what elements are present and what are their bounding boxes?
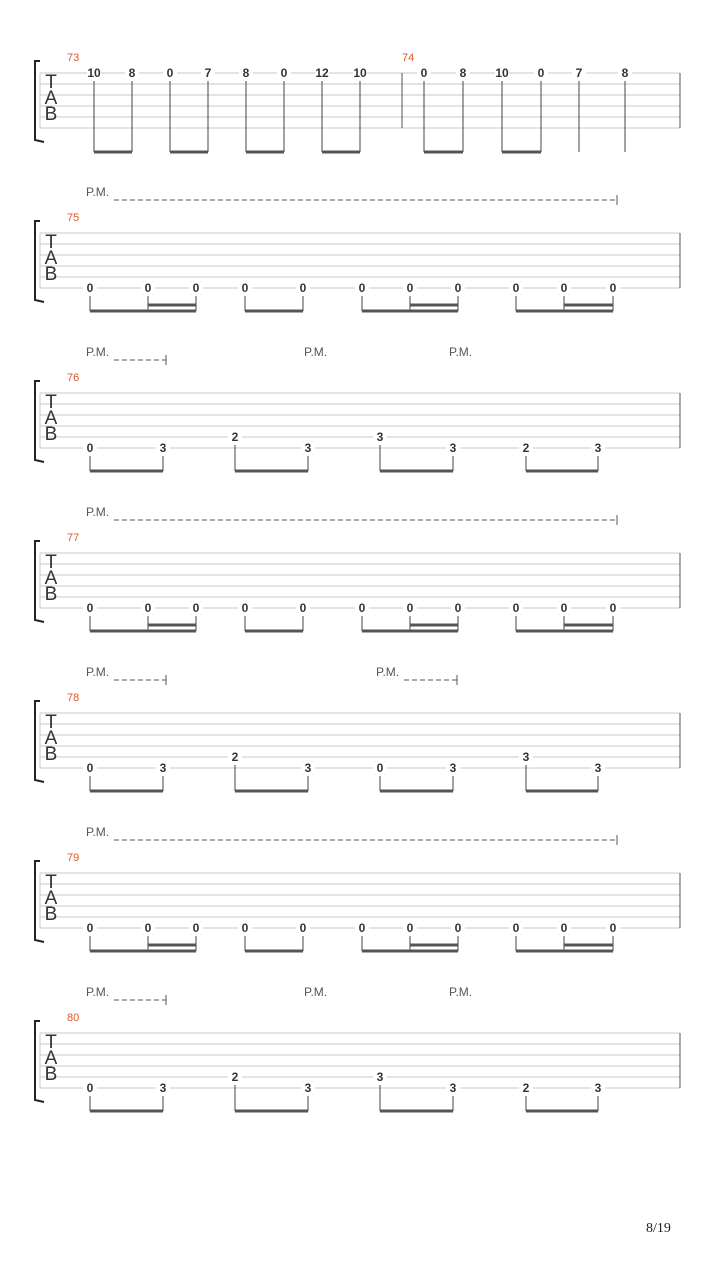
measure-number: 73 [67,52,80,64]
fret-number: 0 [512,921,520,935]
tab-clef-letter: T [45,712,57,733]
fret-number: 10 [87,66,101,80]
palm-mute-label: P.M. [86,665,110,679]
fret-number: 0 [358,281,366,295]
fret-number: 0 [144,601,152,615]
fret-number: 0 [454,921,462,935]
fret-number: 0 [192,281,200,295]
tab-clef-letter: T [45,232,57,253]
measure-number: 75 [67,212,80,224]
fret-number: 3 [522,750,530,764]
palm-mute-label: P.M. [86,985,110,999]
fret-number: 0 [86,761,94,775]
tab-clef-letter: B [44,264,58,285]
fret-number: 3 [304,441,312,455]
fret-number: 0 [406,921,414,935]
tab-clef-letter: T [45,72,57,93]
fret-number: 3 [376,430,384,444]
palm-mute-label: P.M. [86,185,110,199]
fret-number: 2 [522,1081,530,1095]
fret-number: 0 [420,66,428,80]
fret-number: 3 [594,761,602,775]
page-number: 8/19 [646,1221,671,1236]
fret-number: 0 [454,601,462,615]
fret-number: 12 [315,66,329,80]
tab-clef-letter: B [44,744,58,765]
fret-number: 0 [86,921,94,935]
tab-clef-letter: T [45,872,57,893]
fret-number: 3 [449,761,457,775]
tab-clef-letter: B [44,904,58,925]
fret-number: 3 [594,1081,602,1095]
fret-number: 3 [376,1070,384,1084]
fret-number: 0 [512,601,520,615]
fret-number: 0 [241,601,249,615]
fret-number: 3 [594,441,602,455]
fret-number: 0 [537,66,545,80]
fret-number: 10 [495,66,509,80]
tab-clef-letter: A [44,248,58,269]
fret-number: 0 [560,281,568,295]
fret-number: 0 [241,921,249,935]
measure-number: 78 [67,692,80,704]
fret-number: 0 [192,601,200,615]
fret-number: 0 [406,601,414,615]
fret-number: 3 [449,441,457,455]
measure-number: 77 [67,532,80,544]
fret-number: 0 [609,281,617,295]
fret-number: 8 [621,66,629,80]
fret-number: 0 [358,921,366,935]
tab-clef-letter: A [44,88,58,109]
fret-number: 0 [406,281,414,295]
fret-number: 7 [575,66,583,80]
fret-number: 0 [144,921,152,935]
fret-number: 0 [86,1081,94,1095]
fret-number: 0 [560,921,568,935]
palm-mute-label: P.M. [304,345,328,359]
palm-mute-label: P.M. [86,505,110,519]
measure-number: 80 [67,1012,80,1024]
fret-number: 3 [449,1081,457,1095]
palm-mute-label: P.M. [86,825,110,839]
fret-number: 0 [86,441,94,455]
tab-clef-letter: B [44,1064,58,1085]
fret-number: 0 [86,601,94,615]
fret-number: 3 [159,1081,167,1095]
tab-clef-letter: T [45,392,57,413]
measure-number: 74 [402,52,415,64]
fret-number: 0 [512,281,520,295]
fret-number: 7 [204,66,212,80]
fret-number: 2 [522,441,530,455]
fret-number: 2 [231,430,239,444]
palm-mute-label: P.M. [304,985,328,999]
palm-mute-label: P.M. [449,345,473,359]
fret-number: 0 [299,601,307,615]
fret-number: 0 [609,921,617,935]
fret-number: 3 [304,761,312,775]
fret-number: 3 [159,441,167,455]
tab-clef-letter: B [44,424,58,445]
fret-number: 8 [242,66,250,80]
fret-number: 3 [304,1081,312,1095]
measure-number: 76 [67,372,80,384]
palm-mute-label: P.M. [86,345,110,359]
fret-number: 0 [166,66,174,80]
fret-number: 8 [459,66,467,80]
fret-number: 10 [353,66,367,80]
tab-clef-letter: T [45,552,57,573]
fret-number: 8 [128,66,136,80]
tab-clef-letter: A [44,1048,58,1069]
fret-number: 0 [560,601,568,615]
fret-number: 0 [376,761,384,775]
palm-mute-label: P.M. [449,985,473,999]
fret-number: 0 [454,281,462,295]
fret-number: 0 [192,921,200,935]
fret-number: 0 [299,281,307,295]
fret-number: 2 [231,1070,239,1084]
fret-number: 0 [241,281,249,295]
palm-mute-label: P.M. [376,665,400,679]
fret-number: 0 [280,66,288,80]
fret-number: 3 [159,761,167,775]
fret-number: 0 [358,601,366,615]
measure-number: 79 [67,852,80,864]
tab-clef-letter: B [44,584,58,605]
tab-clef-letter: T [45,1032,57,1053]
tab-clef-letter: A [44,408,58,429]
fret-number: 0 [86,281,94,295]
fret-number: 2 [231,750,239,764]
tab-clef-letter: A [44,888,58,909]
tab-clef-letter: A [44,568,58,589]
tab-clef-letter: A [44,728,58,749]
tab-clef-letter: B [44,104,58,125]
fret-number: 0 [609,601,617,615]
fret-number: 0 [144,281,152,295]
fret-number: 0 [299,921,307,935]
